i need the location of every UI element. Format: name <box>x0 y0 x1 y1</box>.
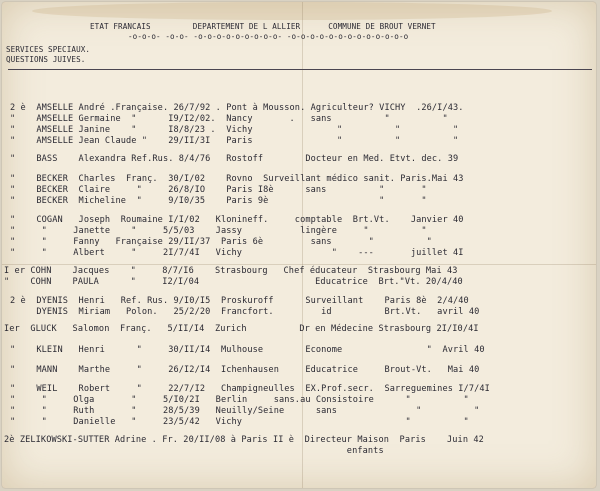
table-row: " " Fanny Française 29/II/37 Paris 6è sans " " <box>10 237 432 247</box>
table-row: 2è ZELIKOWSKI-SUTTER Adrine . Fr. 20/II/08 à Paris II è Directeur Maison Paris Juin 42 <box>4 435 484 445</box>
table-row: DYENIS Miriam Polon. 25/2/20 Francfort. id Brt.Vt. avril 40 <box>10 307 480 317</box>
table-row: " BECKER Micheline " 9/I0/35 Paris 9è " " <box>10 196 427 206</box>
table-row: " MANN Marthe " 26/I2/I4 Ichenhausen Educatrice Brout-Vt. Mai 40 <box>10 365 480 375</box>
header-title: ETAT FRANCAIS DEPARTEMENT DE L ALLIER COMMUNE DE BROUT VERNET <box>90 22 436 31</box>
table-row: " COHN PAULA " I2/I/04 Educatrice Brt."Vt. 20/4/40 <box>4 277 463 287</box>
table-row: " AMSELLE Jean Claude " 29/II/3I Paris " " " <box>10 136 459 146</box>
fold-line-horizontal <box>2 264 596 265</box>
table-row: " WEIL Robert " 22/7/I2 Champigneulles EX.Prof.secr. Sarreguemines I/7/4I <box>10 384 490 394</box>
table-row: " " Ruth " 28/5/39 Neuilly/Seine sans " " <box>10 406 480 416</box>
table-row: " " Danielle " 23/5/42 Vichy " " <box>10 417 469 427</box>
table-row: " BECKER Claire " 26/8/IO Paris I8è sans " " <box>10 185 427 195</box>
paper-stain <box>32 2 552 20</box>
table-row: Ier GLUCK Salomon Franç. 5/II/I4 Zurich Dr en Médecine Strasbourg 2I/I0/4I <box>4 324 479 334</box>
questions-label: QUESTIONS JUIVES. <box>6 55 86 64</box>
table-row: " KLEIN Henri " 30/II/I4 Mulhouse Econome " Avril 40 <box>10 345 485 355</box>
table-row: 2 è DYENIS Henri Ref. Rus. 9/I0/I5 Proskuroff Surveillant Paris 8è 2/4/40 <box>10 296 469 306</box>
table-row: " " Janette " 5/5/03 Jassy lingère " " <box>10 226 427 236</box>
table-row: " AMSELLE Germaine " I9/I2/02. Nancy . sans " " <box>10 114 448 124</box>
table-row: " BECKER Charles Franç. 30/I/02 Rovno Surveillant médico sanit. Paris.Mai 43 <box>10 174 464 184</box>
table-row: " " Albert " 2I/7/4I Vichy " --- juillet 4I <box>10 248 464 258</box>
table-row: I er COHN Jacques " 8/7/I6 Strasbourg Chef éducateur Strasbourg Mai 43 <box>4 266 458 276</box>
table-row: " COGAN Joseph Roumaine I/I/02 Klonineff. comptable Brt.Vt. Janvier 40 <box>10 215 464 225</box>
table-row: " AMSELLE Janine " I8/8/23 . Vichy " " " <box>10 125 459 135</box>
header-dashes: -o-o-o- -o-o- -o-o-o-o-o-o-o-o-o- -o-o-o-o-o-o-o-o-o-o-o-o-o <box>128 32 409 41</box>
header-rule <box>8 69 592 70</box>
table-row: " BASS Alexandra Ref.Rus. 8/4/76 Rostoff Docteur en Med. Etvt. dec. 39 <box>10 154 459 164</box>
table-row: enfants <box>4 446 384 456</box>
services-label: SERVICES SPECIAUX. <box>6 45 91 54</box>
table-row: 2 è AMSELLE André .Française. 26/7/92 . Pont à Mousson. Agriculteur? VICHY .26/I/43. <box>10 103 464 113</box>
table-row: " " Olga " 5/I0/2I Berlin sans.au Consistoire " " <box>10 395 469 405</box>
